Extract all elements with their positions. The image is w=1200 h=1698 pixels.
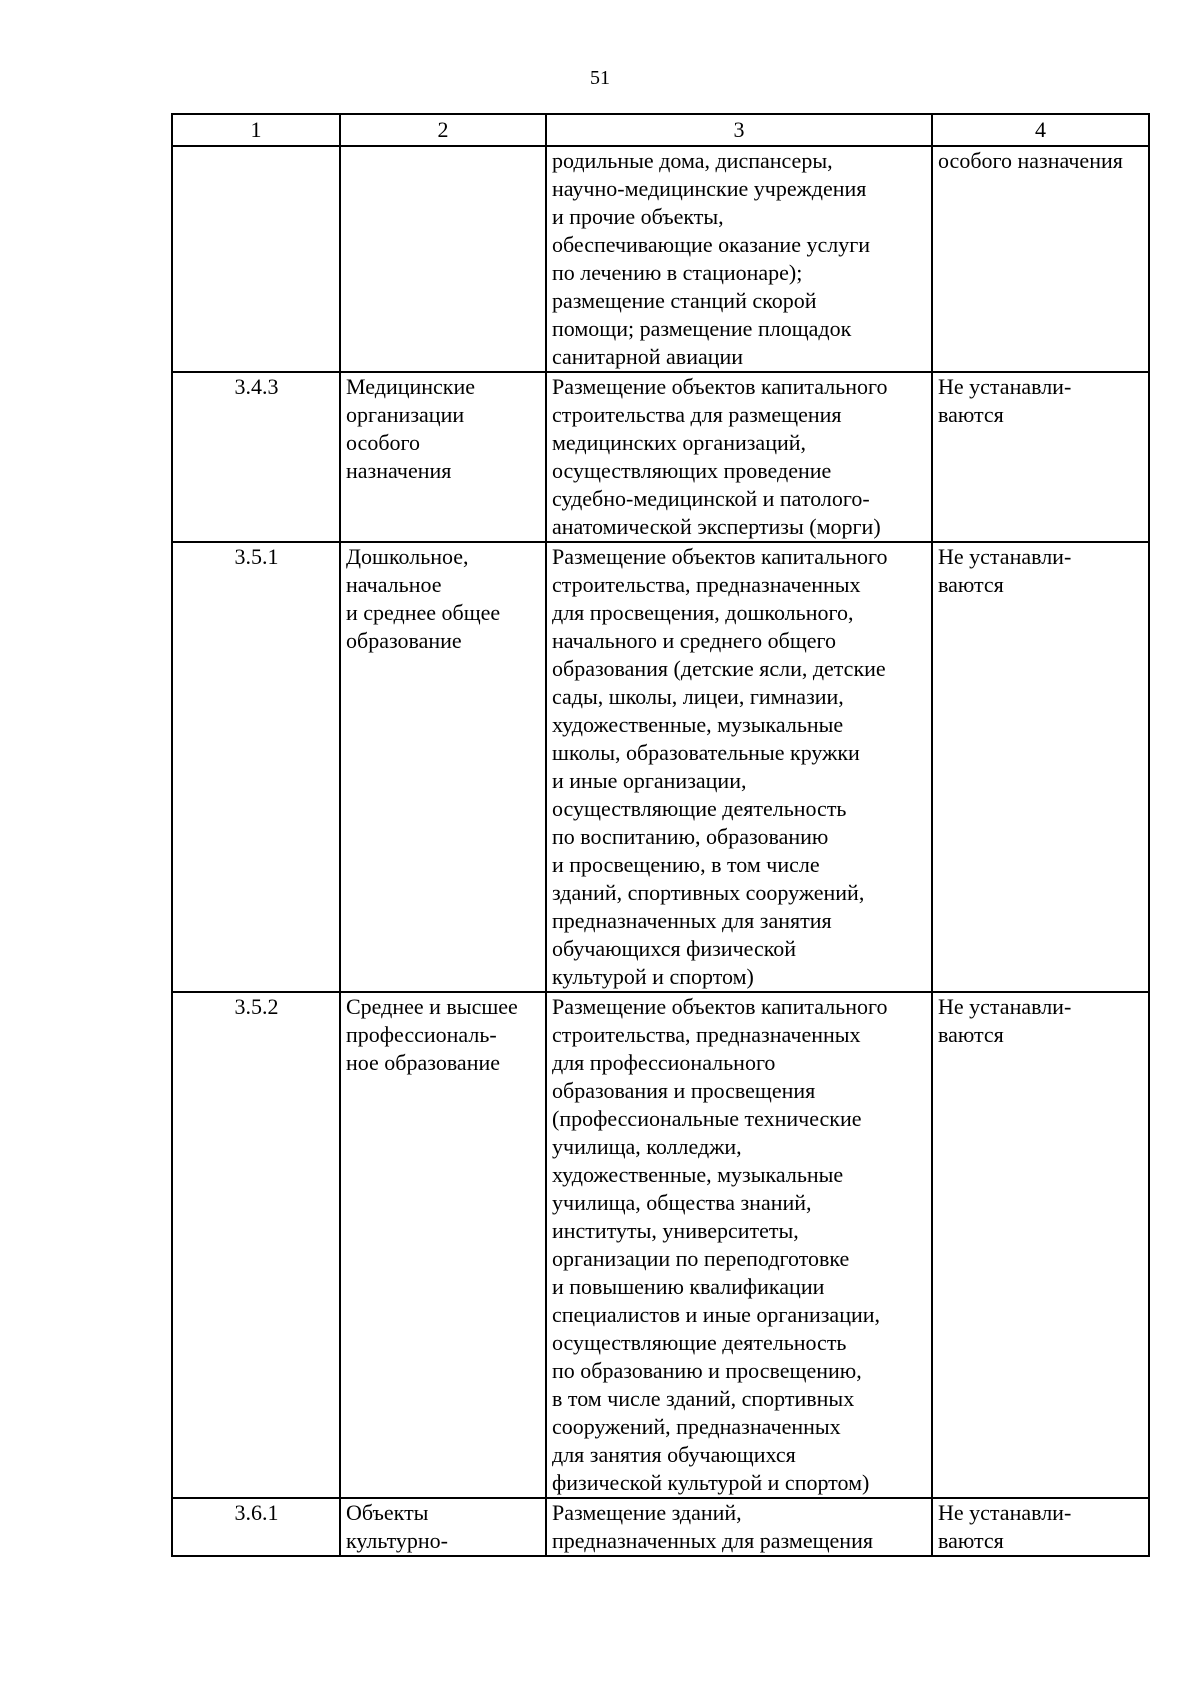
row-description: Размещение объектов капитального строительства, предназначенных для просвещения, дошкольного, начального и среднего общего образования (детские ясли, детские сады, школы, лицеи, гимназии, художественные, музыкальные школы, образовательные кружки и иные организации, осуществляющие деятельность по воспитанию, образованию и просвещению, в том числе зданий, спортивных сооружений, предназначенных для занятия обучающихся физической культурой и спортом) [546,542,932,992]
table-row [172,992,1149,1498]
column-header-3: 3 [546,114,932,146]
column-header-2: 2 [340,114,546,146]
row-description: родильные дома, диспансеры, научно-медицинские учреждения и прочие объекты, обеспечивающие оказание услуги по лечению в стационаре); размещение станций скорой помощи; размещение площадок санитарной авиации [546,146,932,372]
row-name: Объекты культурно- [340,1498,546,1556]
row-code [172,146,340,372]
table-row [172,372,1149,542]
row-description: Размещение объектов капитального строительства, предназначенных для профессионального образования и просвещения (профессиональные технические училища, колледжи, художественные, музыкальные училища, общества знаний, институты, университеты, организации по переподготовке и повышению квалификации специалистов и иные организации, осуществляющие деятельность по образованию и просвещению, в том числе зданий, спортивных сооружений, предназначенных для занятия обучающихся физической культурой и спортом) [546,992,932,1498]
row-parameters: Не устанавли- ваются [932,992,1149,1498]
column-header-1: 1 [172,114,340,146]
column-header-4: 4 [932,114,1149,146]
row-parameters: Не устанавли- ваются [932,542,1149,992]
row-code: 3.5.1 [172,542,340,992]
row-code: 3.5.2 [172,992,340,1498]
row-name: Среднее и высшее профессиональ- ное образование [340,992,546,1498]
table-row [172,1498,1149,1556]
row-parameters: Не устанавли- ваются [932,1498,1149,1556]
row-name [340,146,546,372]
row-parameters: Не устанавли- ваются [932,372,1149,542]
table-row [172,542,1149,992]
row-description: Размещение объектов капитального строительства для размещения медицинских организаций, осуществляющих проведение судебно-медицинской и патолого- анатомической экспертизы (морги) [546,372,932,542]
row-name: Дошкольное, начальное и среднее общее образование [340,542,546,992]
row-parameters: особого назначения [932,146,1149,372]
table-header-row [172,114,1149,146]
row-name: Медицинские организации особого назначения [340,372,546,542]
table-row [172,146,1149,372]
row-code: 3.6.1 [172,1498,340,1556]
row-description: Размещение зданий, предназначенных для размещения [546,1498,932,1556]
page-number: 51 [590,67,610,89]
zoning-table [171,113,1150,1557]
row-code: 3.4.3 [172,372,340,542]
